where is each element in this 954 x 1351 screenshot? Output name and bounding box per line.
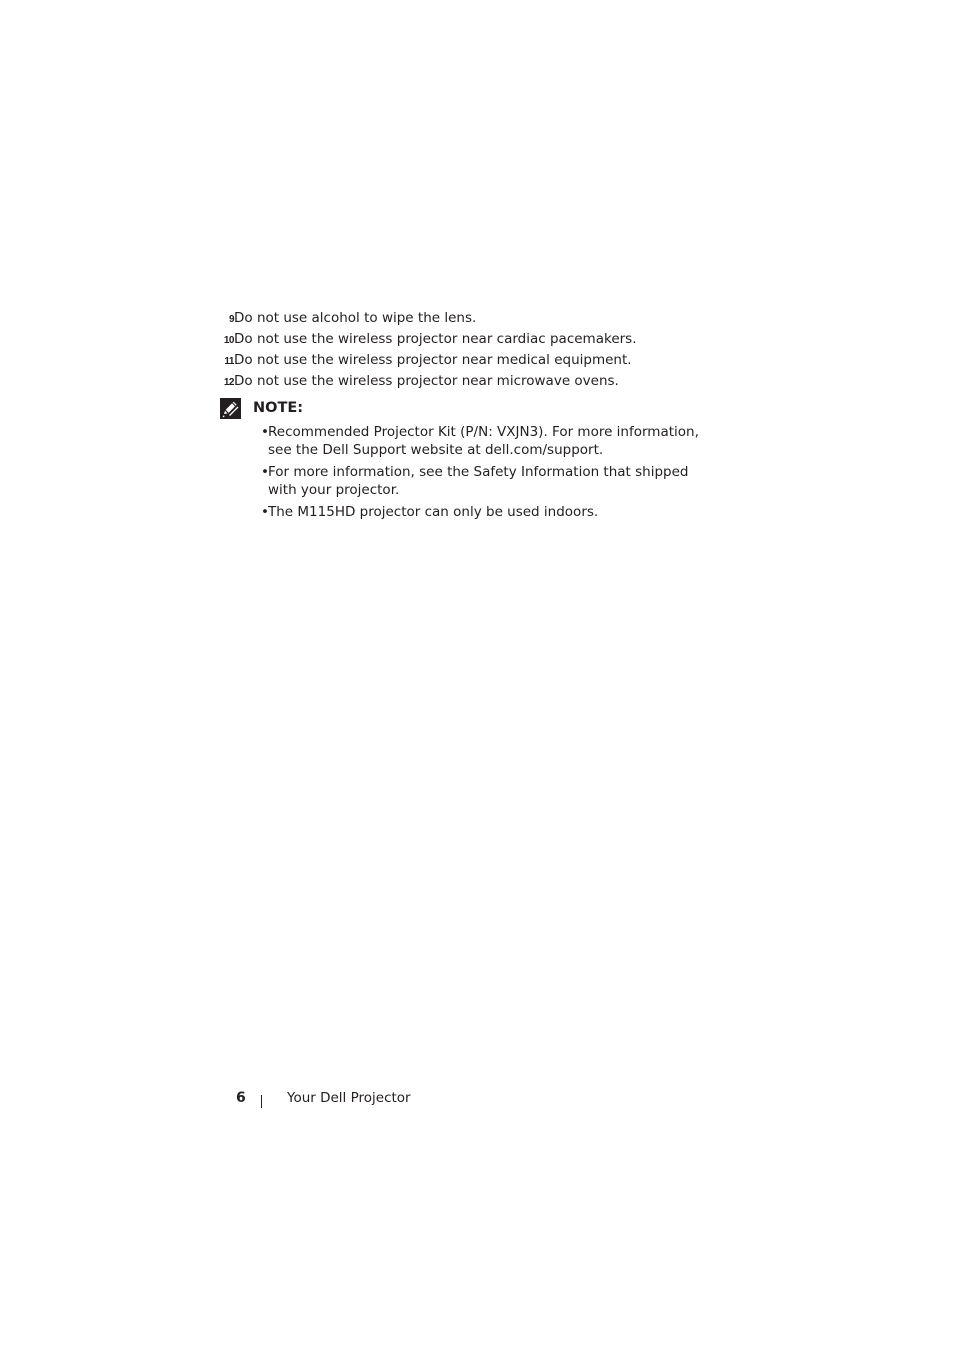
list-item-text: Do not use the wireless projector near medical equipment. xyxy=(234,352,632,368)
list-item-text: Do not use the wireless projector near cardiac pacemakers. xyxy=(234,331,637,347)
page-footer xyxy=(236,1088,411,1108)
list-item-number: 10 xyxy=(223,335,234,346)
bullet-mark: • xyxy=(261,464,269,480)
list-item-number: 12 xyxy=(223,377,234,388)
footer-section-title: Your Dell Projector xyxy=(287,1090,411,1106)
list-item-text: Do not use the wireless projector near microwave ovens. xyxy=(234,373,619,389)
bullet-mark: • xyxy=(261,504,269,520)
note-header xyxy=(220,396,720,420)
list-item xyxy=(218,309,718,330)
note-label: NOTE: xyxy=(253,400,304,416)
footer-divider xyxy=(261,1095,262,1108)
note-bullet-item xyxy=(261,503,709,521)
note-pencil-icon xyxy=(220,398,241,419)
note-block xyxy=(220,396,720,520)
note-bullet-text: For more information, see the Safety Information that shipped with your projector. xyxy=(268,464,689,498)
note-bullet-item xyxy=(261,463,709,499)
list-item-number: 9 xyxy=(228,314,234,325)
note-bullet-list xyxy=(261,423,709,525)
note-bullet-text: Recommended Projector Kit (P/N: VXJN3). For more information, see the Dell Support website at dell.com/support. xyxy=(268,424,699,458)
list-item xyxy=(218,372,718,393)
note-bullet-item xyxy=(261,423,709,459)
list-item xyxy=(218,351,718,372)
list-item-text: Do not use alcohol to wipe the lens. xyxy=(234,310,477,326)
bullet-mark: • xyxy=(261,424,269,440)
page-number: 6 xyxy=(236,1090,246,1106)
list-item xyxy=(218,330,718,351)
safety-instructions-list xyxy=(218,309,718,393)
list-item-number: 11 xyxy=(224,356,234,367)
note-bullet-text: The M115HD projector can only be used indoors. xyxy=(268,504,599,520)
